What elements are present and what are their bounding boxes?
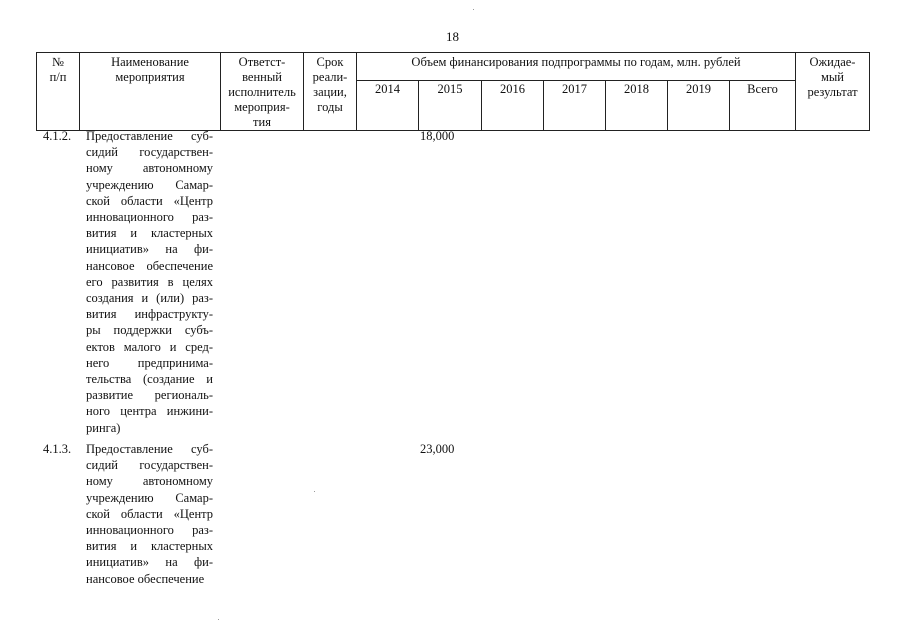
row-value-2015: 18,000	[420, 129, 455, 143]
header-term: Срок реали- зации, годы	[304, 53, 357, 131]
header-funding-title: Объем финансирования подпрограммы по годам, млн. рублей	[357, 53, 796, 81]
row-number: 4.1.3.	[43, 442, 72, 456]
header-year-2019: 2019	[668, 80, 730, 130]
header-num: № п/п	[37, 53, 80, 131]
scan-speck	[473, 9, 474, 10]
header-year-2017: 2017	[544, 80, 606, 130]
header-name: Наименование мероприятия	[80, 53, 221, 131]
row-description: Предоставление суб- сидий государствен- ному автономному учреждению Самар- ской области «Центр инновационного раз- вития и кластерных инициатив» на фи- нансовое обеспечение	[86, 442, 213, 586]
scan-speck	[314, 491, 315, 492]
header-year-2016: 2016	[482, 80, 544, 130]
header-year-2018: 2018	[606, 80, 668, 130]
row-description: Предоставление суб- сидий государствен- ному автономному учреждению Самар- ской области «Центр инновационного раз- вития и кластерных инициатив» на фи- нансовое обеспечение его развития в целях создания и (или) раз- вития инфраструкту- ры поддержки субъ- ектов малого и сред- него предпринима- тельства (создание и развитие региональ- ного центра инжини- ринга)	[86, 129, 213, 435]
row-number: 4.1.2.	[43, 129, 72, 143]
header-executor: Ответст- венный исполнитель мероприя- тия	[221, 53, 304, 131]
header-result: Ожидае- мый результат	[796, 53, 870, 131]
table-header	[36, 52, 870, 131]
row-value-2015: 23,000	[420, 442, 455, 456]
page-number: 18	[446, 29, 459, 44]
header-year-total: Всего	[730, 80, 796, 130]
scan-speck	[218, 619, 219, 620]
header-year-2014: 2014	[357, 80, 419, 130]
header-year-2015: 2015	[419, 80, 482, 130]
